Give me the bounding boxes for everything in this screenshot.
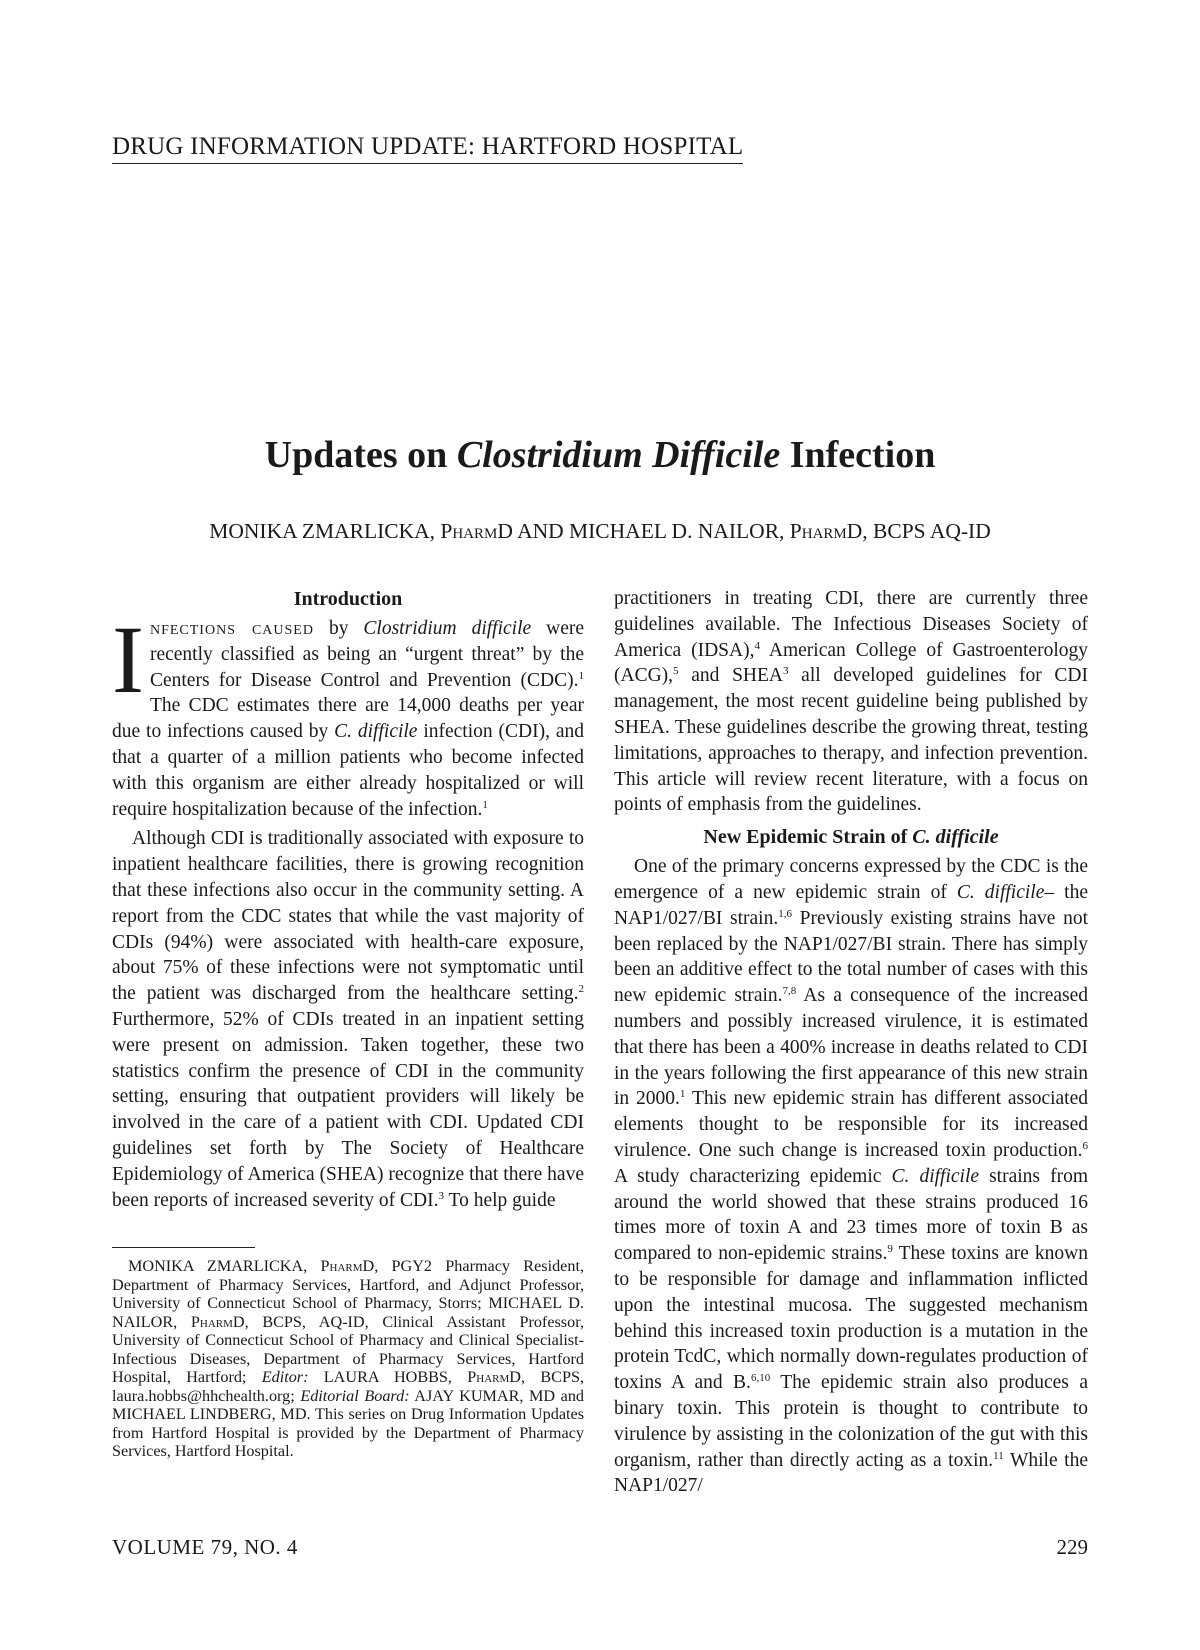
heading-italic: C. difficile xyxy=(912,826,999,849)
intro-paragraph-1 xyxy=(112,606,585,822)
citation: 1 xyxy=(578,669,584,682)
footnote-rule xyxy=(112,1247,255,1248)
italic-run: C. difficile xyxy=(891,1165,980,1187)
text-run: The epidemic strain also produces a binary toxin. This protein is thought to contribute to virulence by assisting in the colonization of the gut with this organism, rather than directly acting as a toxin. xyxy=(614,1372,1088,1471)
running-head: DRUG INFORMATION UPDATE: HARTFORD HOSPITAL xyxy=(112,132,743,164)
citation: 11 xyxy=(993,1449,1004,1462)
text-run: As a consequence of the increased numbers and possibly increased virulence, it is estimated that there has been a 400% increase in deaths related to CDI in the years following the first appearance of this new strain in 2000. xyxy=(614,985,1088,1110)
citation: 4 xyxy=(754,639,760,652)
text-run: were recently classified as being an “urgent threat” by the Centers for Disease Control and Prevention (CDC). xyxy=(149,618,585,691)
degree: PharmD xyxy=(190,1312,245,1331)
intro-paragraph-3 xyxy=(614,586,1088,818)
author1-name: MONIKA ZMARLICKA, xyxy=(209,519,441,543)
citation: 1,6 xyxy=(778,907,792,920)
page-number: 229 xyxy=(1056,1535,1088,1559)
text-run: LAURA HOBBS, xyxy=(308,1368,468,1386)
text-run: To help guide xyxy=(444,1189,556,1211)
text-run: , PGY2 Pharmacy Resident, Department of Pharmacy Services, Hartford, and Adjunct Professor, University of Connecticut School of Pharmacy, Storrs; MICHAEL D. NAILOR, xyxy=(112,1257,585,1331)
italic-run: C. difficile xyxy=(956,881,1045,903)
author-footnote xyxy=(112,1257,584,1461)
editorial-board-label: Editorial Board: xyxy=(300,1386,410,1405)
lead-small-caps: nfections caused xyxy=(149,618,314,639)
italic-run: Clostridium difficile xyxy=(363,618,532,639)
text-run: This new epidemic strain has different associated elements thought to be responsible for its increased virulence. One such change is increased toxin production. xyxy=(614,1088,1089,1161)
heading-text: New Epidemic Strain of xyxy=(703,826,913,849)
text-run: infection (CDI), and that a quarter of a million patients who become infected with this organism are either already hospitalized or will require hospitalization because of the infection. xyxy=(112,721,584,820)
author1-degree: PharmD xyxy=(440,519,513,543)
author2-degree: PharmD xyxy=(789,519,863,543)
author-and: AND MICHAEL D. NAILOR, xyxy=(512,519,790,543)
text-run: While the NAP1/027/ xyxy=(614,1449,1088,1497)
text-run: Although CDI is traditionally associated with exposure to inpatient healthcare facilities, there is growing recognition that these infections also occur in the community setting. A report from the CDC states that while the vast majority of CDIs (94%) were associated with health-care exposure, about 75% of these infections were not symptomatic until the patient was discharged from the healthcare setting. xyxy=(112,828,584,1005)
text-run: all developed guidelines for CDI management, the most recent guideline being published by SHEA. These guidelines describe the growing threat, testing limitations, approaches to therapy, and infection prevention. This article will review recent literature, with a focus on points of emphasis from the guidelines. xyxy=(614,665,1088,816)
title-pre: Updates on xyxy=(264,434,457,476)
article-title xyxy=(0,432,1200,478)
editor-label: Editor: xyxy=(261,1368,309,1386)
degree: PharmD xyxy=(320,1257,375,1275)
citation: 3 xyxy=(783,665,789,678)
citation: 2 xyxy=(578,983,584,996)
italic-run: C. difficile xyxy=(334,721,418,743)
author-line xyxy=(0,517,1200,545)
citation: 7,8 xyxy=(782,985,797,998)
author2-credentials: , BCPS AQ-ID xyxy=(862,519,991,543)
citation: 3 xyxy=(438,1189,445,1202)
text-run: These toxins are known to be responsible for damage and inflammation inflicted upon the intestinal mucosa. The suggested mechanism behind this increased toxin production is a mutation in the protein TcdC, which normally down-regulates production of toxins A and B. xyxy=(614,1243,1088,1394)
degree: PharmD xyxy=(467,1368,521,1386)
citation: 5 xyxy=(673,665,679,678)
section-heading-introduction: Introduction xyxy=(293,588,403,610)
citation: 6,10 xyxy=(750,1372,771,1385)
citation: 6 xyxy=(1082,1139,1088,1152)
text-run: American College of Gastroenterology (ACG), xyxy=(614,639,1088,687)
left-column xyxy=(112,586,584,1213)
text-run: Furthermore, 52% of CDIs treated in an inpatient setting were present on admission. Taken together, these two statistics confirm the presence of CDI in the community setting, ensuring that outpatient providers will likely be involved in the care of a patient with CDI. Updated CDI guidelines set forth by The Society of Healthcare Epidemiology of America (SHEA) recognize that there have been reports of increased severity of CDI. xyxy=(112,1008,584,1211)
drop-cap: I xyxy=(112,606,144,713)
section-heading-epidemic-strain xyxy=(614,824,1088,850)
text-run: One of the primary concerns expressed by the CDC is the emergence of a new epidemic strain of xyxy=(614,856,1088,903)
text-run: The CDC estimates there are 14,000 deaths per year due to infections caused by xyxy=(112,695,584,743)
text-run: , BCPS, laura.hobbs@hhchealth.org; xyxy=(112,1368,584,1405)
text-run: AJAY KUMAR, MD and MICHAEL LINDBERG, MD. This series on Drug Information Updates from Hartford Hospital is provided by the Department of Pharmacy Services, Hartford Hospital. xyxy=(112,1386,585,1460)
text-run: by xyxy=(313,618,364,639)
citation: 1 xyxy=(482,798,488,811)
text-run: – the NAP1/027/BI strain. xyxy=(614,881,1088,929)
title-post: Infection xyxy=(780,434,936,476)
text-run: practitioners in treating CDI, there are currently three guidelines available. The Infectious Diseases Society of America (IDSA), xyxy=(614,588,1088,661)
text-run: , BCPS, AQ-ID, Clinical Assistant Professor, University of Connecticut School of Pharmacy and Clinical Specialist-Infectious Diseases, Department of Pharmacy Services, Hartford Hospital, Hartford; xyxy=(112,1312,584,1386)
right-column xyxy=(614,586,1088,1499)
text-run: A study characterizing epidemic xyxy=(614,1165,892,1187)
text-run: Previously existing strains have not been replaced by the NAP1/027/BI strain. There has simply been an additive effect to the total number of cases with this new epidemic strain. xyxy=(614,907,1088,1007)
text-run: and SHEA xyxy=(678,665,783,687)
intro-paragraph-2 xyxy=(112,826,584,1213)
text-run: strains from around the world showed that these strains produced 16 times more of toxin A and 23 times more of toxin B as compared to non-epidemic strains. xyxy=(614,1165,1088,1265)
citation: 9 xyxy=(887,1243,893,1256)
text-run: MONIKA ZMARLICKA, xyxy=(128,1257,321,1275)
epidemic-paragraph xyxy=(614,854,1088,1499)
volume-issue: VOLUME 79, NO. 4 xyxy=(112,1535,298,1559)
citation: 1 xyxy=(679,1088,686,1101)
title-italic: Clostridium Difficile xyxy=(456,434,781,476)
